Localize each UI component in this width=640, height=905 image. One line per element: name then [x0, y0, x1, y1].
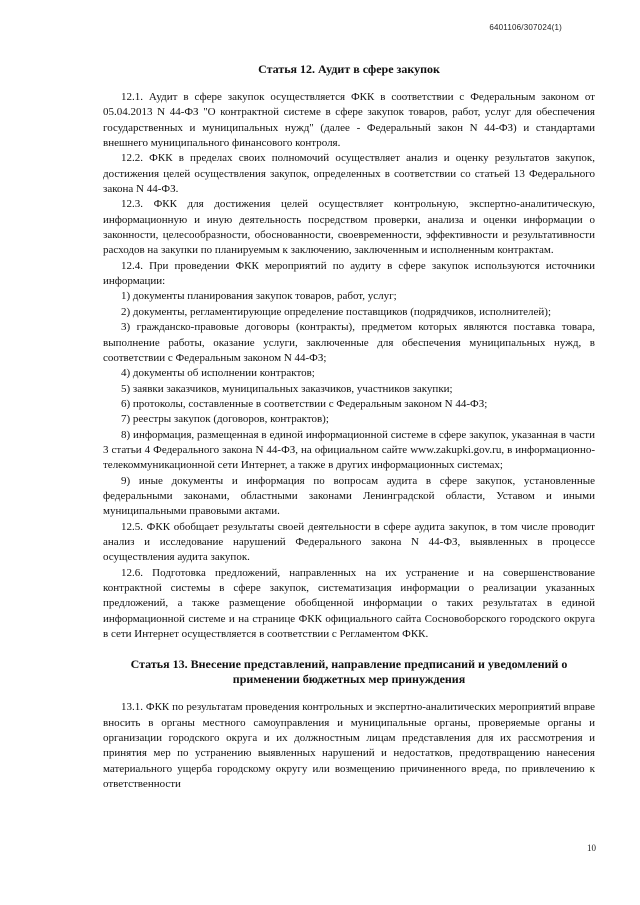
paragraph-12-4: 12.4. При проведении ФКК мероприятий по аудиту в сфере закупок используются источники информации: — [103, 259, 595, 288]
article-12-title: Статья 12. Аудит в сфере закупок — [258, 62, 440, 76]
paragraph-12-3: 12.3. ФКК для достижения целей осуществляет контрольную, экспертно-аналитическую, информационную и иную деятельность посредством проверки, анализа и оценки информации о законности, целесообразности, обоснованности, своевременности, эффективности и результативности расходов на закупки по планируемым к заключению, заключенным и исполненным контрактам. — [103, 198, 595, 257]
document-id: 6401106/307024(1) — [489, 23, 562, 32]
source-item-7: 7) реестры закупок (договоров, контрактов); — [121, 413, 329, 426]
source-item-6: 6) протоколы, составленные в соответствии с Федеральным законом N 44-ФЗ; — [121, 397, 488, 410]
article-13-title: Статья 13. Внесение представлений, направление предписаний и уведомлений о применении бюджетных мер принуждения — [130, 657, 568, 687]
source-item-1: 1) документы планирования закупок товаров, работ, услуг; — [121, 290, 397, 303]
paragraph-12-1: 12.1. Аудит в сфере закупок осуществляется ФКК в соответствии с Федеральным законом от 05.04.2013 N 44-ФЗ "О контрактной системе в сфере закупок товаров, работ, услуг для обеспечения государственных и муниципальных нужд" (далее - Федеральный закон N 44-ФЗ) и стандартами внешнего муниципального финансового контроля. — [103, 91, 595, 150]
source-item-3: 3) гражданско-правовые договоры (контракты), предметом которых являются поставка товара, выполнение работы, оказание услуги, заключенные для обеспечения муниципальных нужд, в соответствии с Федеральным законом N 44-ФЗ; — [103, 321, 595, 364]
page-number: 10 — [587, 843, 596, 853]
source-item-8: 8) информация, размещенная в единой информационной системе в сфере закупок, указанная в части 3 статьи 4 Федерального закона N 44-ФЗ, на официальном сайте www.zakupki.gov.ru, в информационно-телекоммуникационной сети Интернет, а также в других информационных системах; — [103, 428, 595, 472]
source-item-4: 4) документы об исполнении контрактов; — [121, 367, 315, 380]
paragraph-12-6: 12.6. Подготовка предложений, направленных на их устранение и на совершенствование контрактной системы в сфере закупок, систематизация информации о реализации указанных предложений, а также размещение обобщенной информации о таких результатах в единой информационной системе и на странице ФКК официального сайта Сосновоборского городского округа в сети Интернет осуществляется в соответствии с Регламентом ФКК. — [103, 566, 595, 641]
source-item-2: 2) документы, регламентирующие определение поставщиков (подрядчиков, исполнителей); — [121, 305, 552, 318]
paragraph-12-5: 12.5. ФКК обобщает результаты своей деятельности в сфере аудита закупок, в том числе проводит анализ и исследование нарушений Федерального закона N 44-ФЗ, выявленных в процессе осуществления аудита закупок. — [103, 520, 595, 564]
paragraph-13-1: 13.1. ФКК по результатам проведения контрольных и экспертно-аналитических мероприятий вправе вносить в органы местного самоуправления и муниципальные органы, проверяемые органы и организации городского округа и их должностным лицам представления для их рассмотрения и принятия мер по устранению выявленных нарушений и недостатков, предотвращению нанесения материального ущерба городскому округу или возмещению причиненного вреда, по привлечению к ответственности — [103, 701, 595, 791]
page-content — [103, 62, 595, 792]
paragraph-12-2: 12.2. ФКК в пределах своих полномочий осуществляет анализ и оценку результатов закупок, достижения целей осуществления закупок, определенных в соответствии со статьей 13 Федерального закона N 44-ФЗ. — [103, 152, 595, 196]
source-item-9: 9) иные документы и информация по вопросам аудита в сфере закупок, установленные федеральными законами, областными законами Ленинградской области, Уставом и иными муниципальными правовыми актами. — [103, 474, 595, 518]
source-item-5: 5) заявки заказчиков, муниципальных заказчиков, участников закупки; — [121, 382, 453, 395]
